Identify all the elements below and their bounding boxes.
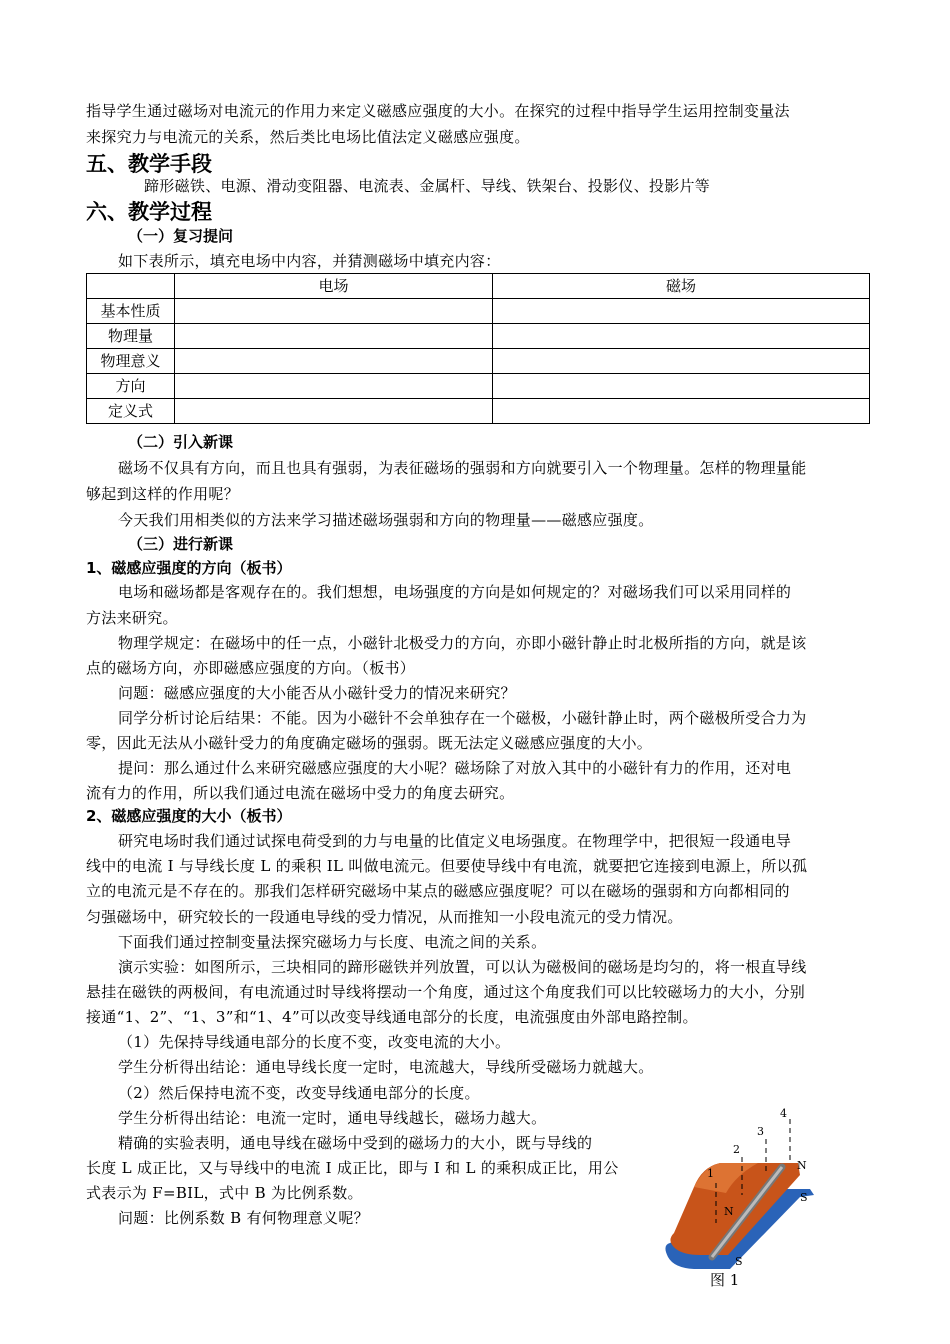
part-2-title: （二）引入新课: [128, 433, 234, 451]
table-cell: [175, 399, 493, 424]
table-header-cell: [87, 274, 175, 299]
table-cell: [175, 299, 493, 324]
table-row: [87, 399, 870, 424]
s2-p1-l4: 匀强磁场中，研究较长的一段通电导线的受力情况，从而推知一小段电流元的受力情况。: [86, 908, 683, 926]
s2-p4: （1）先保持导线通电部分的长度不变，改变电流的大小。: [118, 1033, 511, 1051]
s1-p1-l1: 电场和磁场都是客观存在的。我们想想，电场强度的方向是如何规定的？对磁场我们可以采用同样的: [118, 583, 792, 601]
row-label: 物理量: [87, 324, 175, 349]
row-label: 方向: [87, 374, 175, 399]
label-n-inner: N: [724, 1205, 734, 1218]
table-header-cell: 磁场: [493, 274, 870, 299]
part-2-p1-l2: 够起到这样的作用呢？: [86, 485, 240, 503]
section-5-title: 五、教学手段: [86, 152, 212, 176]
s2-p1-l3: 立的电流元是不存在的。那我们怎样研究磁场中某点的磁感应强度呢？可以在磁场的强弱和方向都相同的: [86, 882, 790, 900]
s2-p7: 学生分析得出结论：电流一定时，通电导线越长，磁场力越大。: [118, 1109, 547, 1127]
part-1-text: 如下表所示，填充电场中内容，并猜测磁场中填充内容：: [118, 252, 501, 270]
table-cell: [493, 399, 870, 424]
row-label: 基本性质: [87, 299, 175, 324]
label-3: 3: [757, 1125, 764, 1138]
table-cell: [175, 349, 493, 374]
table-cell: [493, 374, 870, 399]
s1-p4-l1: 同学分析讨论后结果：不能。因为小磁针不会单独存在一个磁极，小磁针静止时，两个磁极所受合力为: [118, 709, 807, 727]
s1-p5-l2: 流有力的作用，所以我们通过电流在磁场中受力的角度去研究。: [86, 784, 515, 802]
s1-p3: 问题：磁感应强度的大小能否从小磁针受力的情况来研究？: [118, 684, 516, 702]
part-3-title: （三）进行新课: [128, 535, 234, 553]
s1-p1-l2: 方法来研究。: [86, 609, 178, 627]
s1-p2-l1: 物理学规定：在磁场中的任一点，小磁针北极受力的方向，亦即小磁针静止时北极所指的方向，就是该: [118, 634, 807, 652]
table-cell: [175, 324, 493, 349]
table-header-cell: 电场: [175, 274, 493, 299]
label-n-top: N: [797, 1159, 807, 1172]
subsection-1-title: 1、磁感应强度的方向（板书）: [86, 559, 292, 577]
table-row: [87, 374, 870, 399]
label-4: 4: [780, 1107, 787, 1120]
s1-p2-l2: 点的磁场方向，亦即磁感应强度的方向。（板书）: [86, 659, 416, 677]
s2-p3-l2: 悬挂在磁铁的两极间，有电流通过时导线将摆动一个角度，通过这个角度我们可以比较磁场力的大小，分别: [86, 983, 806, 1001]
label-2: 2: [733, 1143, 740, 1156]
magnet-experiment-figure: [660, 1105, 840, 1295]
s2-p2: 下面我们通过控制变量法探究磁场力与长度、电流之间的关系。: [118, 933, 547, 951]
table-header-row: [87, 274, 870, 299]
part-1-title: （一）复习提问: [128, 227, 234, 245]
table-cell: [493, 324, 870, 349]
table-row: [87, 324, 870, 349]
s1-p5-l1: 提问：那么通过什么来研究磁感应强度的大小呢？磁场除了对放入其中的小磁针有力的作用，还对电: [118, 759, 792, 777]
s2-p9: 问题：比例系数 B 有何物理意义呢？: [118, 1209, 369, 1227]
part-2-p2: 今天我们用相类似的方法来学习描述磁场强弱和方向的物理量——磁感应强度。: [118, 511, 654, 529]
label-s-right: S: [800, 1191, 808, 1204]
s2-p5: 学生分析得出结论：通电导线长度一定时，电流越大，导线所受磁场力就越大。: [118, 1058, 654, 1076]
s2-p8-l2: 长度 L 成正比，又与导线中的电流 I 成正比，即与 I 和 L 的乘积成正比，用公: [86, 1159, 619, 1177]
s2-p1-l2: 线中的电流 I 与导线长度 L 的乘积 IL 叫做电流元。但要使导线中有电流，就要把它连接到电源上，所以孤: [86, 857, 808, 875]
figure-caption: 图 1: [710, 1271, 740, 1289]
section-6-title: 六、教学过程: [86, 200, 212, 224]
table-cell: [493, 349, 870, 374]
intro-line-2: 来探究力与电流元的关系，然后类比电场比值法定义磁感应强度。: [86, 128, 530, 146]
label-1: 1: [707, 1167, 714, 1180]
section-5-content: 蹄形磁铁、电源、滑动变阻器、电流表、金属杆、导线、铁架台、投影仪、投影片等: [144, 177, 711, 195]
s2-p1-l1: 研究电场时我们通过试探电荷受到的力与电量的比值定义电场强度。在物理学中，把很短一段通电导: [118, 832, 792, 850]
table-row: [87, 349, 870, 374]
table-cell: [175, 374, 493, 399]
row-label: 物理意义: [87, 349, 175, 374]
table-row: [87, 299, 870, 324]
intro-line-1: 指导学生通过磁场对电流元的作用力来定义磁感应强度的大小。在探究的过程中指导学生运用控制变量法: [86, 102, 790, 120]
s2-p3-l1: 演示实验：如图所示，三块相同的蹄形磁铁并列放置，可以认为磁极间的磁场是均匀的，将一根直导线: [118, 958, 807, 976]
label-s-bottom: S: [735, 1255, 743, 1268]
s2-p8-l3: 式表示为 F=BIL，式中 B 为比例系数。: [86, 1184, 363, 1202]
review-table: [86, 273, 870, 424]
s1-p4-l2: 零，因此无法从小磁针受力的角度确定磁场的强弱。既无法定义磁感应强度的大小。: [86, 734, 653, 752]
part-2-p1-l1: 磁场不仅具有方向，而且也具有强弱，为表征磁场的强弱和方向就要引入一个物理量。怎样的物理量能: [118, 459, 807, 477]
table-cell: [493, 299, 870, 324]
subsection-2-title: 2、磁感应强度的大小（板书）: [86, 807, 292, 825]
s2-p8-l1: 精确的实验表明，通电导线在磁场中受到的磁场力的大小，既与导线的: [118, 1134, 593, 1152]
s2-p6: （2）然后保持电流不变，改变导线通电部分的长度。: [118, 1084, 480, 1102]
s2-p3-l3: 接通“1、2”、“1、3”和“1、4”可以改变导线通电部分的长度，电流强度由外部电路控制。: [86, 1008, 698, 1026]
row-label: 定义式: [87, 399, 175, 424]
